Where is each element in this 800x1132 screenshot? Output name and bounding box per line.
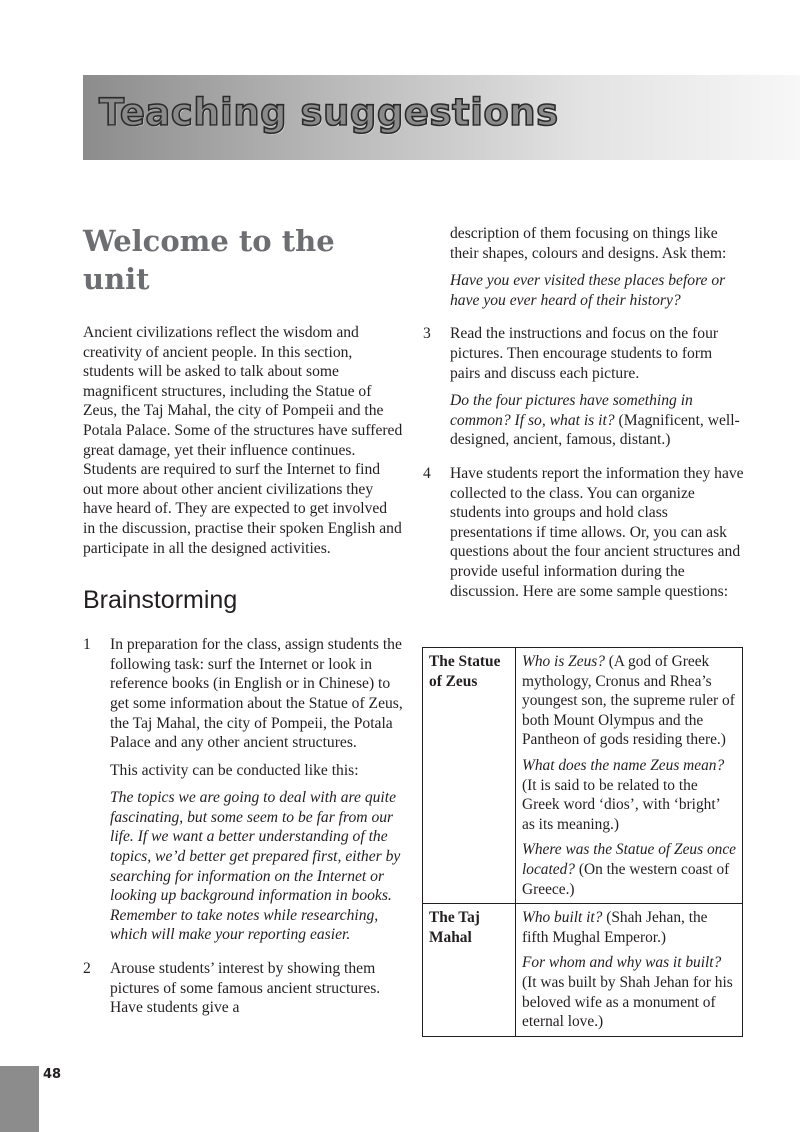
list-item-3 (423, 324, 745, 450)
table-row (423, 648, 743, 904)
qa-pair (522, 652, 736, 750)
list-item-2-continued (423, 224, 745, 310)
list-item-4 (423, 464, 745, 601)
answer: (It is said to be related to the Greek word ‘dios’, with ‘bright’ as its meaning.) (522, 776, 720, 833)
row-heading: The Statue of Zeus (423, 648, 516, 904)
page-tab (0, 1066, 39, 1132)
table-row (423, 904, 743, 1037)
row-content (516, 904, 743, 1037)
right-column (423, 224, 745, 615)
title-banner (83, 75, 800, 160)
item-text: Read the instructions and focus on the four pictures. Then encourage students to form pairs and discuss each picture. (450, 325, 719, 382)
item-text: In preparation for the class, assign students the following task: surf the Internet or look in reference books (in English or in Chinese) to get some information about the Statue of Zeus, the Taj Mahal, the city of Pompeii, the Potala Palace and any other ancient structures. (110, 636, 403, 752)
item-text: Have students report the information they have collected to the class. You can organize students into groups and hold class presentations if time allows. Or, you can ask questions about the four ancient structures and provide useful information during the discussion. Here are some sample questions: (450, 464, 744, 600)
answer: (A god of Greek mythology, Cronus and Rhea’s youngest son, the supreme ruler of both Mount Olympus and the Pantheon of gods residing there.) (522, 653, 735, 749)
brainstorming-heading: Brainstorming (83, 586, 238, 615)
list-item-2 (83, 959, 403, 1018)
item-number: 1 (83, 636, 91, 654)
item-number: 3 (423, 325, 431, 343)
left-column (83, 222, 403, 1032)
qa-pair (522, 953, 736, 1031)
qa-pair (522, 840, 736, 899)
sample-questions-table (422, 647, 743, 1037)
item-continuation: description of them focusing on things like their shapes, colours and designs. Ask them: (450, 225, 727, 262)
item-quote: The topics we are going to deal with are quite fascinating, but some seem to be far from our life. If we want a better understanding of the topics, we’d better get prepared first, either by searching for information on the Internet or looking up background information in books. Remember to take notes while researching, which will make your reporting easier. (110, 789, 401, 944)
item-question-answer (450, 391, 745, 450)
qa-pair (522, 908, 736, 947)
qa-pair (522, 756, 736, 834)
list-item-1 (83, 635, 403, 945)
question: Who built it? (522, 909, 603, 927)
question: For whom and why was it built? (522, 954, 722, 972)
item-question: Do the four pictures have something in common? If so, what is it? (450, 392, 693, 429)
question: What does the name Zeus mean? (522, 756, 725, 774)
row-heading: The Taj Mahal (423, 904, 516, 1037)
item-note: This activity can be conducted like this: (110, 761, 359, 779)
banner-title: Teaching suggestions (99, 91, 559, 134)
item-answer: (Magnificent, well-designed, ancient, famous, distant.) (450, 411, 740, 449)
page-number: 48 (43, 1067, 62, 1082)
item-quote: Have you ever visited these places before or have you ever heard of their history? (450, 272, 726, 309)
question: Who is Zeus? (522, 653, 605, 670)
item-number: 2 (83, 960, 91, 978)
answer: (Shah Jehan, the fifth Mughal Emperor.) (522, 909, 708, 946)
answer: (It was built by Shah Jehan for his beloved wife as a monument of eternal love.) (522, 973, 733, 1031)
row-content (516, 648, 743, 904)
answer: (On the western coast of Greece.) (522, 860, 730, 898)
welcome-body: Ancient civilizations reflect the wisdom and creativity of ancient people. In this section, students will be asked to talk about some magnificent structures, including the Statue of Zeus, the Taj Mahal, the city of Pompeii and the Potala Palace. Some of the structures have suffered great damage, yet their influence continues. Students are required to surf the Internet to find out more about other ancient civilizations they have heard of. They are expected to get involved in the discussion, practise their spoken English and participate in all the designed activities. (83, 324, 403, 557)
item-text: Arouse students’ interest by showing them pictures of some famous ancient structures. Have students give a (110, 960, 381, 1017)
item-number: 4 (423, 464, 431, 482)
welcome-heading: Welcome to the unit (83, 224, 335, 296)
question: Where was the Statue of Zeus once located? (522, 841, 737, 878)
